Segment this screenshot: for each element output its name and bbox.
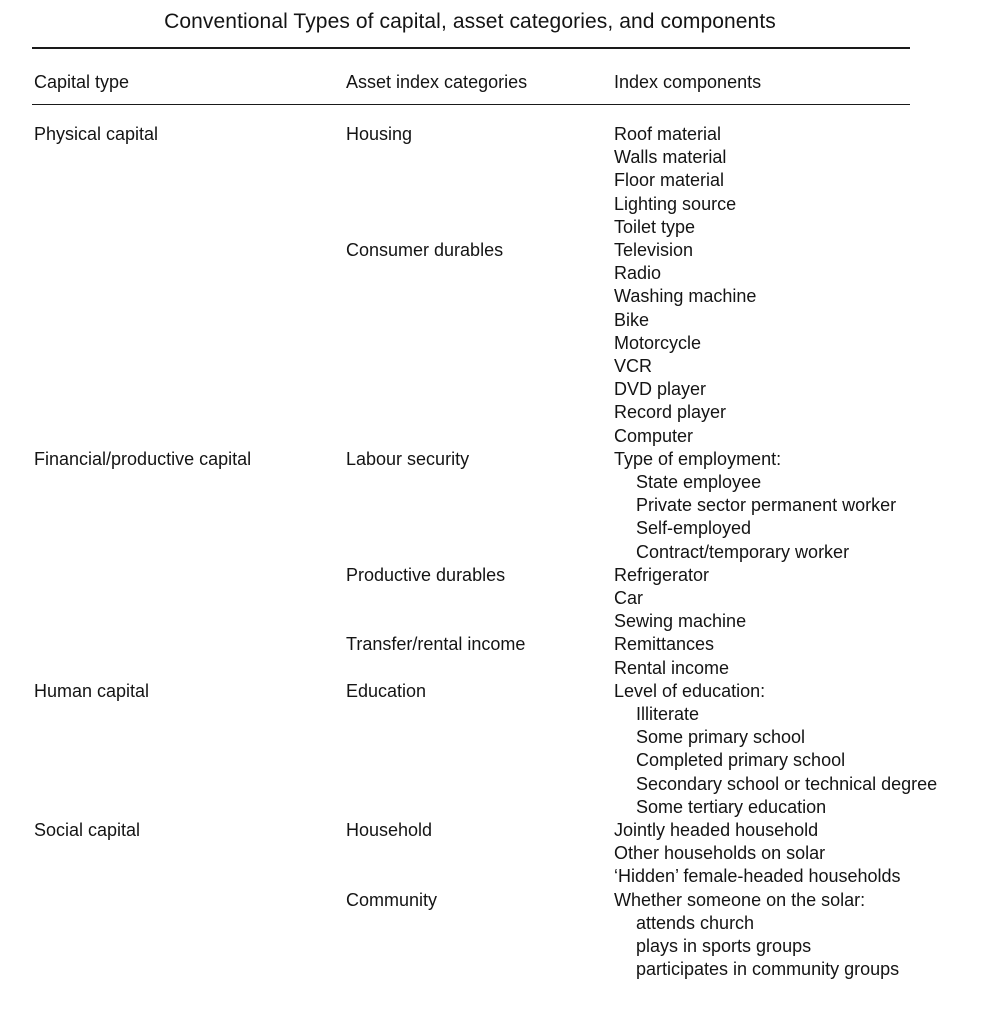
component-item: Level of education: (614, 680, 766, 701)
component-subitem: Self-employed (636, 518, 752, 539)
component-item: Bike (614, 309, 650, 330)
component-subitem: Secondary school or technical degree (636, 773, 938, 794)
index-components-cell (614, 633, 729, 679)
capital-type-cell: Human capital (34, 680, 150, 701)
component-subitem: plays in sports groups (636, 935, 812, 956)
component-subitem: Private sector permanent worker (636, 495, 897, 516)
component-item: Radio (614, 263, 662, 284)
component-item: Whether someone on the solar: (614, 889, 866, 910)
component-item: ‘Hidden’ female-headed households (614, 866, 901, 887)
asset-category-cell: Transfer/rental income (346, 634, 526, 655)
component-item: Remittances (614, 634, 715, 655)
top-rule (32, 47, 910, 49)
component-subitem: participates in community groups (636, 959, 900, 980)
capital-type-cell: Physical capital (34, 124, 159, 144)
component-item: Type of employment: (614, 448, 782, 469)
asset-category-cell: Consumer durables (346, 240, 504, 260)
component-item: Refrigerator (614, 564, 710, 585)
component-item: Floor material (614, 170, 725, 191)
component-item: Roof material (614, 124, 722, 144)
index-components-cell (614, 680, 937, 819)
component-item: Other households on solar (614, 843, 826, 864)
index-components-cell (614, 889, 899, 982)
component-item: Car (614, 587, 644, 608)
index-components-cell (614, 123, 736, 239)
capital-type-cell: Social capital (34, 820, 141, 840)
component-subitem: attends church (636, 912, 755, 933)
header-asset-categories: Asset index categories (346, 72, 528, 92)
component-item: Sewing machine (614, 611, 747, 632)
header-index-components: Index components (614, 72, 762, 92)
index-components-cell (614, 819, 901, 889)
component-item: Washing machine (614, 286, 757, 307)
component-subitem: State employee (636, 471, 762, 492)
component-subitem: Some primary school (636, 727, 806, 748)
component-subitem: Illiterate (636, 703, 700, 724)
header-rule (32, 104, 910, 105)
component-item: Record player (614, 402, 727, 423)
capital-type-cell: Financial/productive capital (34, 448, 252, 469)
asset-category-cell: Labour security (346, 448, 470, 469)
component-subitem: Some tertiary education (636, 796, 827, 817)
component-item: DVD player (614, 379, 707, 400)
asset-category-cell: Education (346, 680, 427, 701)
index-components-cell (614, 239, 756, 448)
asset-category-cell: Housing (346, 124, 413, 144)
component-item: Toilet type (614, 216, 696, 237)
component-item: Television (614, 240, 694, 260)
header-capital-type: Capital type (34, 72, 130, 92)
table-title: Conventional Types of capital, asset categories, and components (164, 10, 776, 33)
index-components-cell (614, 448, 896, 564)
component-item: Walls material (614, 147, 727, 168)
component-item: Rental income (614, 657, 730, 678)
component-item: Computer (614, 425, 694, 446)
index-components-cell (614, 564, 746, 634)
asset-category-cell: Productive durables (346, 564, 506, 585)
component-item: Jointly headed household (614, 820, 819, 840)
component-subitem: Completed primary school (636, 750, 846, 771)
component-item: VCR (614, 355, 653, 376)
component-item: Motorcycle (614, 332, 702, 353)
asset-category-cell: Household (346, 820, 433, 840)
asset-category-cell: Community (346, 889, 438, 910)
component-item: Lighting source (614, 193, 737, 214)
component-subitem: Contract/temporary worker (636, 541, 850, 562)
